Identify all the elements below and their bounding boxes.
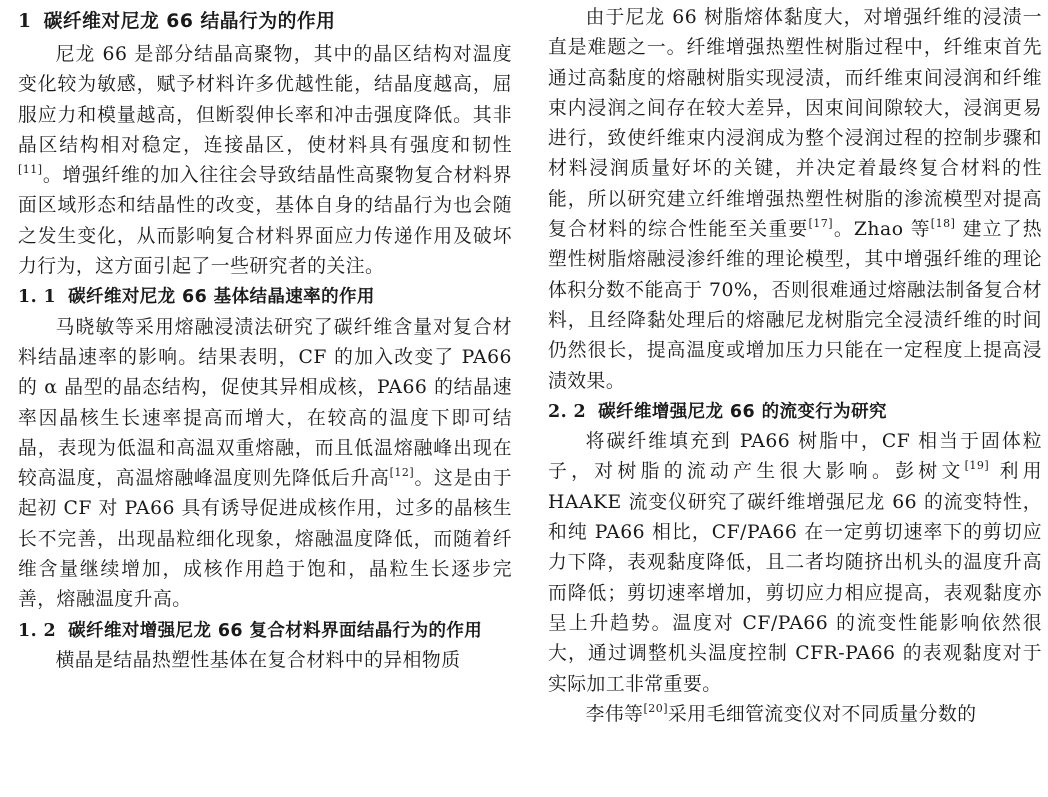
section-1-1-number: 1. 1 [18,287,57,308]
paragraph-text: 将碳纤维填充到 PA66 树脂中，CF 相当于固体粒子，对树脂的流动产生很大影响。彭树文 [548,431,1042,483]
paragraph-text: 采用毛细管流变仪对不同质量分数的 [668,703,977,725]
section-1-heading [18,3,512,40]
section-2-2-heading [548,397,1042,427]
section-1-title: 碳纤维对尼龙 66 结晶行为的作用 [43,11,336,32]
citation-ref: [11] [18,163,43,177]
section-1-2-heading [18,616,512,646]
paragraph-text: 利用 HAAKE 流变仪研究了碳纤维增强尼龙 66 的流变特性，和纯 PA66 相比，CF/PA66 在一定剪切速率下的剪切应力下降，表观黏度降低，且二者均随挤出机头的温度升高而降低；剪切速率增加，剪切应力相应提高，表观黏度亦呈上升趋势。温度对 CF/PA66 的流变性能影响依然很大，通过调整机头温度控制 CFR-PA66 的表观黏度对于实际加工非常重要。 [548,461,1042,695]
section-1-2-paragraph [18,646,512,676]
citation-ref: [12] [389,466,415,480]
paragraph-text: 李伟等 [585,703,644,725]
section-2-2-paragraph [548,427,1042,700]
left-column [18,3,512,676]
section-1-1-paragraph [18,313,512,616]
section-2-2-paragraph-continued [548,700,1042,730]
paragraph-text: 。增强纤维的加入往往会导致结晶性高聚物复合材料界面区域形态和结晶性的改变，基体自身的结晶行为也会随之发生变化，从而影响复合材料界面应力传递作用及破坏力行为，这方面引起了一些研究者的关注。 [18,165,512,278]
citation-ref: [20] [643,701,669,715]
impregnation-paragraph [548,3,1042,397]
section-2-2-title: 碳纤维增强尼龙 66 的流变行为研究 [598,401,887,422]
citation-ref: [18] [930,217,956,231]
right-column [548,3,1042,730]
citation-ref: [17] [808,217,834,231]
section-1-number: 1 [18,10,32,32]
section-1-2-number: 1. 2 [18,620,57,641]
paragraph-text: 。Zhao 等 [833,219,931,241]
paragraph-text: 由于尼龙 66 树脂熔体黏度大，对增强纤维的浸渍一直是难题之一。纤维增强热塑性树脂过程中，纤维束首先通过高黏度的熔融树脂实现浸渍，而纤维束间浸润和纤维束内浸润之间存在较大差异，因束间间隙较大，浸润更易进行，致使纤维束内浸润成为整个浸润过程的控制步骤和材料浸润质量好坏的关键，并决定着最终复合材料的性能，所以研究建立纤维增强热塑性树脂的渗流模型对提高复合材料的综合性能至关重要 [548,7,1042,241]
section-2-2-number: 2. 2 [548,401,587,422]
section-1-1-heading [18,282,512,312]
section-1-1-title: 碳纤维对尼龙 66 基体结晶速率的作用 [68,287,375,308]
citation-ref: [19] [964,459,990,473]
section-1-2-title: 碳纤维对增强尼龙 66 复合材料界面结晶行为的作用 [68,620,483,641]
paragraph-text: 马晓敏等采用熔融浸渍法研究了碳纤维含量对复合材料结晶速率的影响。结果表明，CF 的加入改变了 PA66 的 α 晶型的晶态结构，促使其异相成核，PA66 的结晶速率因晶核生长速率提高而增大，在较高的温度下即可结晶，表现为低温和高温双重熔融，而且低温熔融峰出现在较高温度，高温熔融峰温度则先降低后升高 [18,316,512,490]
paragraph-text: 建立了热塑性树脂熔融浸渗纤维的理论模型，其中增强纤维的理论体积分数不能高于 70%，否则很难通过熔融法制备复合材料，且经降黏处理后的熔融尼龙树脂完全浸渍纤维的时间仍然很长，提高温度或增加压力只能在一定程度上提高浸渍效果。 [548,219,1043,392]
paragraph-text: 尼龙 66 是部分结晶高聚物，其中的晶区结构对温度变化较为敏感，赋予材料许多优越性能，结晶度越高，屈服应力和模量越高，但断裂伸长率和冲击强度降低。其非晶区结构相对稳定，连接晶区，使材料具有强度和韧性 [18,44,512,156]
section-1-paragraph [18,40,512,282]
paragraph-text: 横晶是结晶热塑性基体在复合材料中的异相物质 [55,649,461,671]
paragraph-text: 。这是由于起初 CF 对 PA66 具有诱导促进成核作用，过多的晶核生长不完善，出现晶粒细化现象，熔融温度降低，而随着纤维含量继续增加，成核作用趋于饱和，晶粒生长逐步完善，熔融温度升高。 [18,468,513,611]
